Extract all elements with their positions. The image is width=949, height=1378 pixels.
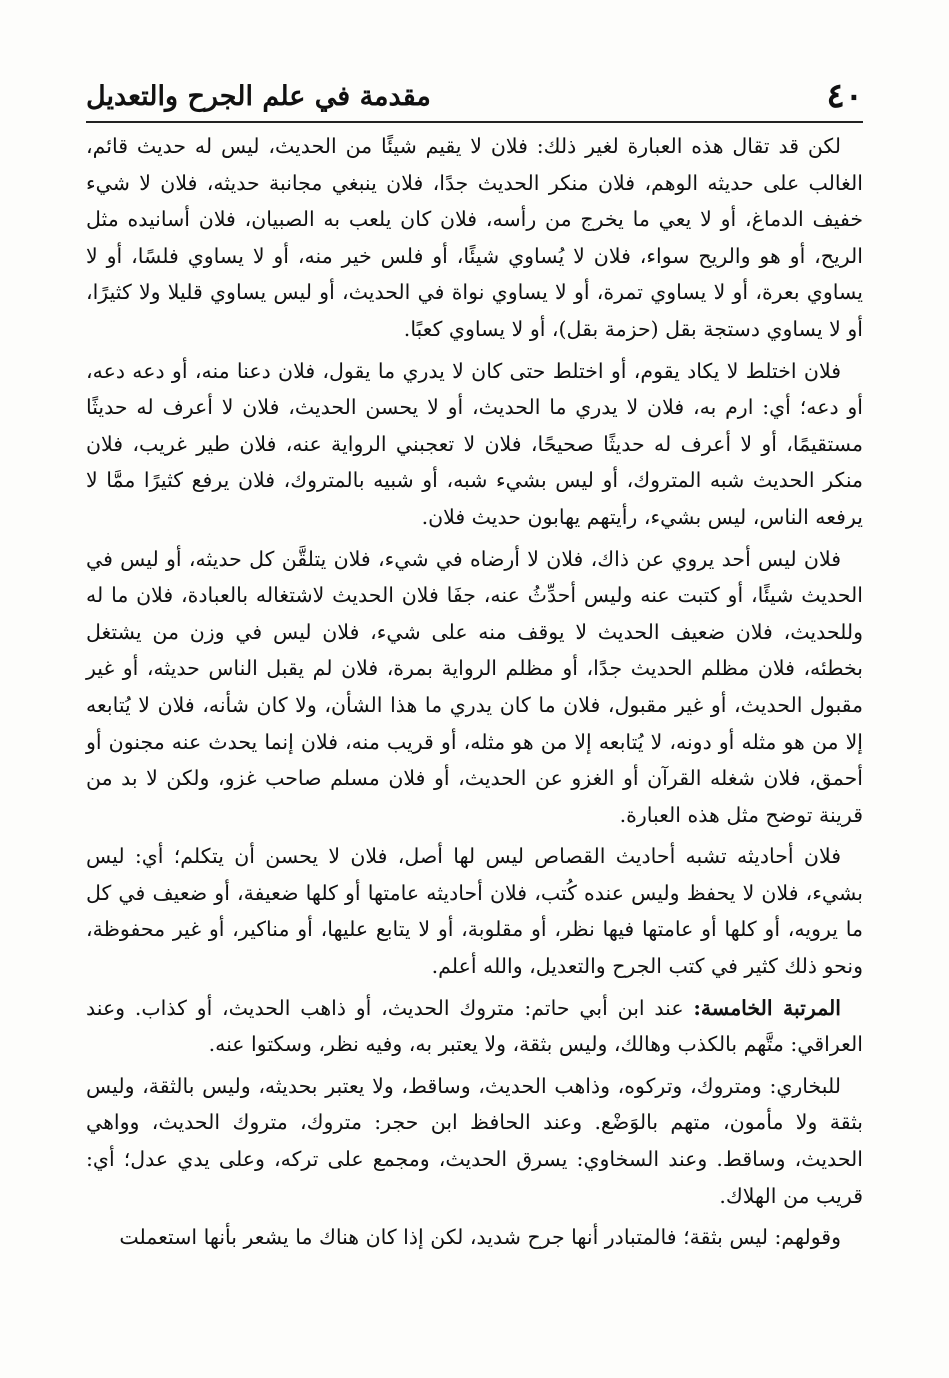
paragraph-2: [86, 353, 863, 536]
paragraph-1: [86, 128, 863, 348]
paragraph-text: عند ابن أبي حاتم: متروك الحديث، أو ذاهب الحديث، أو كذاب. وعند العراقي: متَّهم بالكذب وهالك، وليس بثقة، ولا يعتبر به، وفيه نظر، وسكتوا عنه.: [86, 995, 863, 1057]
paragraph-text: لكن قد تقال هذه العبارة لغير ذلك: فلان لا يقيم شيئًا من الحديث، ليس له حديث قائم، الغالب على حديثه الوهم، فلان منكر الحديث جدًا، فلان ينبغي مجانبة حديثه، فلان لا شيء خفيف الدماغ، أو لا يعي ما يخرج من رأسه، فلان كان يلعب به الصبيان، فلان أسانيده مثل الريح، أو هو والريح سواء، فلان لا يُساوي شيئًا، أو فلس خير منه، أو لا يساوي فلسًا، أو لا يساوي بعرة، أو لا يساوي تمرة، أو لا يساوي نواة في الحديث، أو ليس يساوي قليلا ولا كثيرًا، أو لا يساوي دستجة بقل (حزمة بقل)، أو لا يساوي كعبًا.: [86, 134, 863, 341]
page-number: ٤٠: [826, 76, 863, 116]
section-label: المرتبة الخامسة:: [693, 995, 841, 1020]
header-rule: [86, 121, 863, 123]
paragraph-text: وقولهم: ليس بثقة؛ فالمتبادر أنها جرح شديد، لكن إذا كان هناك ما يشعر بأنها استعملت: [119, 1225, 841, 1250]
paragraph-text: للبخاري: ومتروك، وتركوه، وذاهب الحديث، وساقط، ولا يعتبر بحديثه، وليس بالثقة، وليس بثقة ولا مأمون، متهم بالوَضْع. وعند الحافظ ابن حجر: متروك، متروك الحديث، وواهي الحديث، وساقط. وعند السخاوي: يسرق الحديث، ومجمع على تركه، وعلى يدي عدل؛ أي: قريب من الهلاك.: [86, 1073, 863, 1208]
paragraph-text: فلان ليس أحد يروي عن ذاك، فلان لا أرضاه في شيء، فلان يتلقَّن كل حديثه، أو ليس في الحديث شيئًا، أو كتبت عنه وليس أحدِّثُ عنه، جفَا فلان الحديث لاشتغاله بالعبادة، فلان ما له وللحديث، فلان ضعيف الحديث لا يوقف منه على شيء، فلان ليس في وزن من يشتغل بخطئه، فلان مظلم الحديث جدًا، أو مظلم الرواية بمرة، فلان لم يقبل الناس حديثه، أو غير مقبول الحديث، أو غير مقبول، فلان ما كان يدري ما هذا الشأن، ولا كان شأنه، فلان لا يُتابعه إلا من هو مثله أو دونه، لا يُتابعه إلا من هو مثله، أو قريب منه، فلان إنما يحدث عنه مجنون أو أحمق، فلان شغله القرآن أو الغزو عن الحديث، أو فلان مسلم صاحب غزو، ولكن لا بد من قرينة توضح مثل هذه العبارة.: [86, 546, 863, 827]
paragraph-6: [86, 1068, 863, 1214]
running-title: مقدمة في علم الجرح والتعديل: [86, 80, 431, 112]
paragraph-text: فلان أحاديثه تشبه أحاديث القصاص ليس لها أصل، فلان لا يحسن أن يتكلم؛ أي: ليس بشيء، فلان لا يحفظ وليس عنده كُتب، فلان أحاديثه عامتها أو كلها ضعيفة، أو ضعيف في كل ما يرويه، أو كلها أو عامتها فيها نظر، أو مقلوبة، أو لا يتابع عليها، أو مناكير، أو غير محفوظة، ونحو ذلك كثير في كتب الجرح والتعديل، والله أعلم.: [86, 844, 863, 979]
paragraph-7: [86, 1219, 863, 1256]
paragraph-5: [86, 990, 863, 1063]
paragraph-text: فلان اختلط لا يكاد يقوم، أو اختلط حتى كان لا يدري ما يقول، فلان دعنا منه، أو دعه دعه، أو دعه؛ أي: ارم به، فلان لا يدري ما الحديث، أو لا يحسن الحديث، فلان لا أعرف له حديثًا مستقيمًا، أو لا أعرف له حديثًا صحيحًا، فلان لا تعجبني الرواية عنه، فلان طير غريب، فلان منكر الحديث شبه المتروك، أو ليس بشيء شبه، أو شبيه بالمتروك، فلان يرفع كثيرًا ممَّا لا يرفعه الناس، ليس بشيء، رأيتهم يهابون حديث فلان.: [86, 358, 863, 529]
paragraph-4: [86, 838, 863, 984]
page-body: [86, 128, 863, 1261]
page-header: [86, 74, 863, 118]
paragraph-3: [86, 541, 863, 834]
